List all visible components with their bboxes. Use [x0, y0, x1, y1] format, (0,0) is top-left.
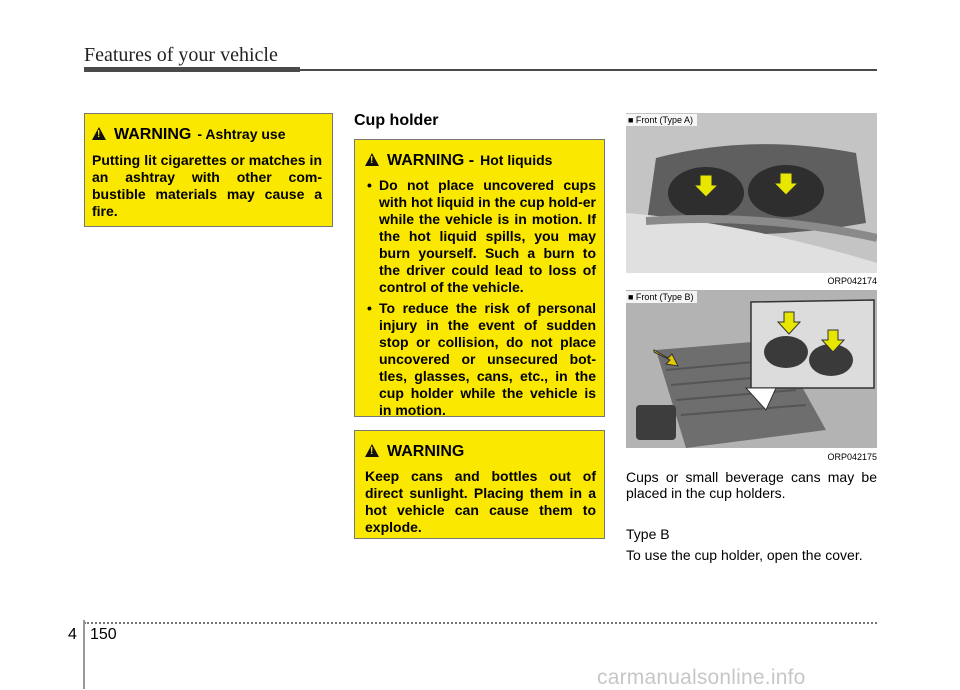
footer-divider	[83, 620, 85, 689]
warning-subtitle: - Ashtray use	[197, 126, 286, 142]
warning-bullet: • Do not place uncovered cups with hot liquid in the cup hold-er while the vehicle is in motion. If the hot liquid spills, you may burn yourself. Such a burn to the driver could lead to loss of control of the vehicle.	[365, 177, 596, 296]
header-rule-thin	[300, 69, 877, 71]
warning-ashtray-body: Putting lit cigarettes or matches in an ashtray with other com-bustible materials may cause a fire.	[92, 152, 322, 219]
warning-bullet: • To reduce the risk of personal injury in the event of sudden stop or collision, do not place uncovered or unsecured bot-tles, glasses, cans, etc., in the cup holder while the vehicle is in motion.	[365, 300, 596, 419]
warning-ashtray-heading	[92, 126, 322, 144]
section-title: Cup holder	[354, 112, 439, 129]
warning-triangle-icon	[365, 153, 379, 166]
footer-rule	[84, 622, 877, 624]
watermark[interactable]: carmanualsonline.info	[597, 666, 806, 689]
warning-hot-liquids-box	[354, 139, 605, 417]
warning-sunlight-body: Keep cans and bottles out of direct sunlight. Placing them in a hot vehicle can cause them to explode.	[365, 468, 596, 535]
warning-triangle-icon	[92, 127, 106, 140]
warning-hot-liquids-list	[365, 177, 596, 419]
body-paragraph: To use the cup holder, open the cover.	[626, 547, 863, 563]
warning-ashtray-box	[84, 113, 333, 227]
figure-a-code: ORP042174	[827, 276, 877, 286]
cupholder-type-b-illustration	[626, 290, 877, 448]
page-number: 150	[90, 626, 117, 643]
warning-sunlight-box	[354, 430, 605, 539]
cupholder-type-a-illustration	[626, 113, 877, 273]
warning-hot-liquids-heading	[365, 152, 596, 170]
warning-triangle-icon	[365, 444, 379, 457]
warning-subtitle: Hot liquids	[480, 152, 553, 168]
body-paragraph: Cups or small beverage cans may be placed in the cup holders.	[626, 469, 877, 501]
figure-cupholder-type-a	[626, 113, 877, 273]
warning-word: WARNING	[387, 443, 465, 460]
figure-cupholder-type-b	[626, 290, 877, 448]
subheading-type-b: Type B	[626, 526, 670, 542]
header-rule-thick	[84, 67, 300, 72]
figure-b-code: ORP042175	[827, 452, 877, 462]
warning-sunlight-heading	[365, 443, 596, 461]
figure-b-label: ■ Front (Type B)	[626, 291, 697, 303]
figure-a-label: ■ Front (Type A)	[626, 114, 697, 126]
warning-word: WARNING -	[387, 152, 475, 169]
page-header-title: Features of your vehicle	[84, 44, 278, 66]
section-number: 4	[68, 626, 77, 643]
warning-word: WARNING	[114, 126, 192, 143]
